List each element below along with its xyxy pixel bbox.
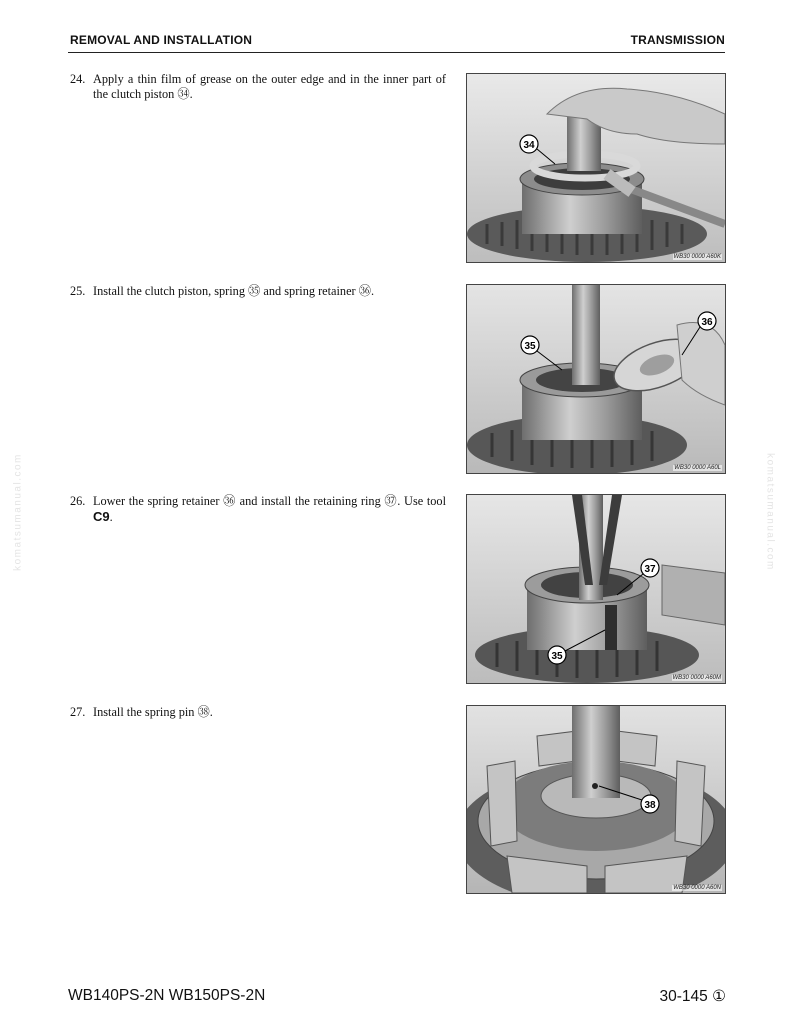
figure-clutch-piston-grease [466,73,726,263]
callout-label: 34 [523,140,535,151]
figure-spring-pin [466,705,726,894]
figure-caption: WB30 0000 A60K [673,254,721,260]
step-text-part: . [109,510,113,524]
callout-label: 37 [644,564,656,575]
page-number: 30-145 ① [659,988,726,1005]
footer-models: WB140PS-2N WB150PS-2N [68,987,266,1004]
watermark-left: komatsumanual.com [12,453,24,571]
step-text [93,494,446,525]
callout-label: 35 [524,341,536,352]
chapter-title: TRANSMISSION [630,33,725,47]
callout-label: 35 [551,651,563,662]
step-text: Install the clutch piston, spring ㉟ and spring retainer ㊱. [93,284,375,298]
step-text: Apply a thin film of grease on the outer edge and in the inner part of the clutch piston ㉞. [93,72,446,101]
step-number: 27. [70,705,86,719]
figure-caption: WB30 0000 A60N [673,885,721,891]
callout-label: 36 [701,317,713,328]
section-title: REMOVAL AND INSTALLATION [70,33,253,47]
figure-spring-retainer [466,284,726,474]
callout-label: 38 [644,800,656,811]
step-number: 26. [70,494,86,508]
figure-retaining-ring [466,494,726,684]
watermark-right: komatsumanual.com [764,453,776,571]
figure-caption: WB30 0000 A60L [674,465,721,471]
step-24 [70,72,446,102]
photo-illustration [467,495,725,683]
tool-code: C9 [93,509,110,524]
figure-caption: WB30 0000 A60M [672,675,721,681]
photo-illustration [467,706,725,893]
step-number: 25. [70,284,86,298]
photo-illustration [467,285,725,473]
photo-illustration [467,74,725,262]
step-text: Install the spring pin ㊳. [93,705,213,719]
step-27 [70,705,446,720]
step-25 [70,284,446,299]
step-text-part: Lower the spring retainer ㊱ and install the retaining ring ㊲. Use tool [93,494,446,508]
step-26 [70,494,446,525]
step-number: 24. [70,72,86,86]
page-header [68,30,725,53]
